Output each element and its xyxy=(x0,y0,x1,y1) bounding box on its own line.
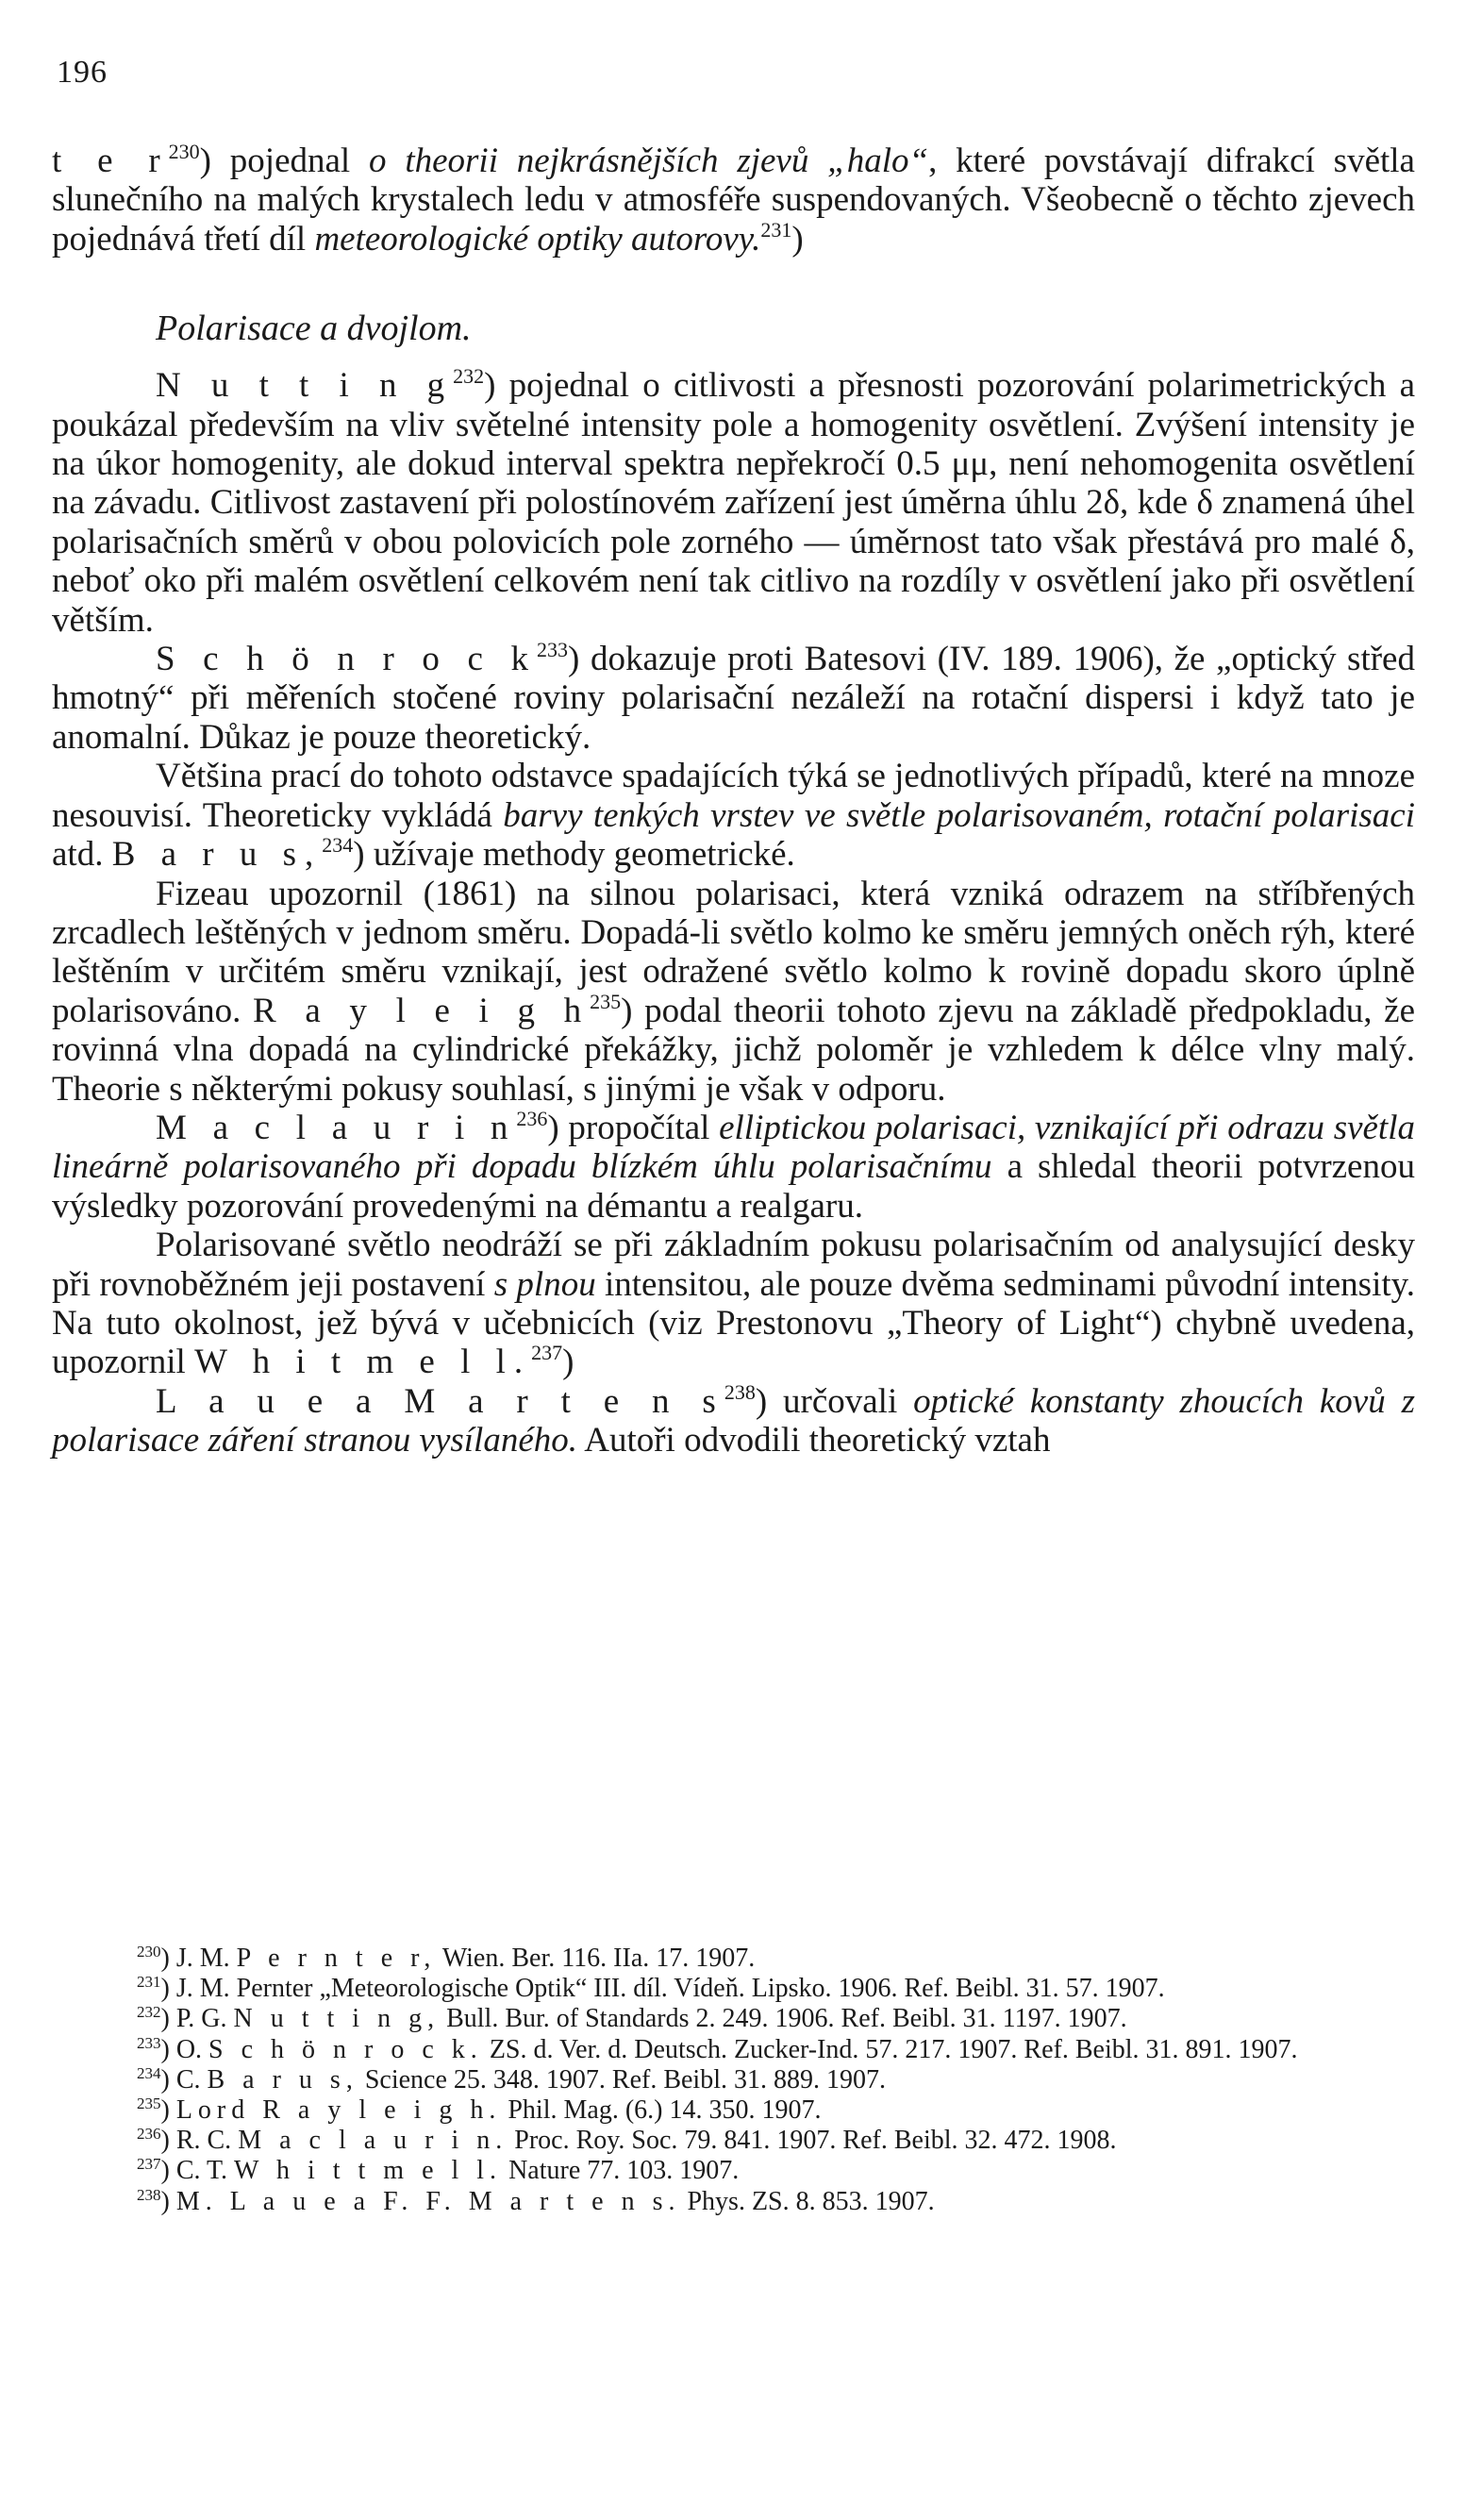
author-name: N u t t i n g xyxy=(156,366,454,406)
footnote-number: 233 xyxy=(137,2033,161,2052)
footnote-number: 238 xyxy=(137,2185,161,2204)
footnote-237 xyxy=(52,2156,1415,2186)
paragraph-text: Fizeau upozornil (1861) na silnou polarisaci, která vzniká odrazem na stříbřených zrcadlech leštěných v jednom směru. Dopadá-li světlo kolmo ke směru jemných oněch rýh, které leštěním v určitém směru vznikají, jest odražené světlo kolmo k rovině dopadu skoro úplně polarisováno. xyxy=(52,874,1415,1030)
body-text xyxy=(52,142,1415,1460)
footnote-ref: 233 xyxy=(537,638,569,662)
footnote-text: ) O. xyxy=(160,2034,209,2064)
author-name: R a y l e i g h xyxy=(253,991,591,1030)
author-name: Lord R a y l e i g h. xyxy=(175,2095,502,2126)
footnote-231 xyxy=(52,1974,1415,2004)
footnote-text: ) C. xyxy=(160,2064,208,2094)
paragraph-pernter xyxy=(52,142,1415,259)
author-name: L a u e a M a r t e n s xyxy=(156,1381,724,1421)
paragraph-text: Většina prací do tohoto odstavce spadajících týká se jednotlivých případů, které na mnoze nesouvisí. Theoreticky vykládá xyxy=(52,757,1415,835)
footnote-number: 234 xyxy=(137,2063,161,2082)
footnote-235 xyxy=(52,2095,1415,2126)
paragraph-text: ) určovali xyxy=(755,1381,914,1421)
paragraph-schonrock xyxy=(52,640,1415,757)
paragraph-text: Autoři odvodili theoretický vztah xyxy=(577,1421,1051,1460)
paragraph-text: ) propočítal xyxy=(547,1108,720,1147)
footnote-text: Phil. Mag. (6.) 14. 350. 1907. xyxy=(501,2095,822,2126)
paragraph-text: ) xyxy=(791,219,804,259)
footnote-number: 235 xyxy=(137,2094,161,2113)
paragraph-text: ) užívaje methody geometrické. xyxy=(353,835,795,875)
paragraph-nutting xyxy=(52,366,1415,640)
author-name: B a r u s, xyxy=(111,835,323,875)
emphasis-text: o theorii nejkrásnějších zjevů „halo“ xyxy=(369,142,929,180)
paragraph-maclaurin xyxy=(52,1106,1415,1226)
footnote-text: ) J. M. xyxy=(160,1944,237,1973)
author-name: W h i t t m e l l. xyxy=(234,2156,503,2186)
footnote-text: ) R. C. xyxy=(160,2126,239,2156)
paragraph-text: Polarisované světlo neodráží se při základním pokusu polarisačním od analysující desky při rovnoběžném jeji postavení xyxy=(52,1226,1415,1304)
emphasis-text: elliptickou polarisaci, vznikající při odrazu světla lineárně polarisovaného při dopadu blízkém úhlu polarisačnímu xyxy=(52,1108,1415,1187)
paragraph-whitmell xyxy=(52,1226,1415,1382)
footnote-ref: 232 xyxy=(453,364,485,389)
author-name: P e r n t e r, xyxy=(236,1944,437,1973)
paragraph-text: , které povstávají difrakcí světla slunečního na malých krystalech ledu v atmosféře suspendovaných. Všeobecně o těchto zjevech pojednává třetí díl xyxy=(52,142,1415,259)
footnote-text: Proc. Roy. Soc. 79. 841. 1907. Ref. Beibl. 32. 472. 1908. xyxy=(508,2126,1117,2156)
author-name: W h i t m e l l. xyxy=(194,1343,532,1382)
footnote-text: ) J. M. Pernter „Meteorologische Optik“ III. díl. Vídeň. Lipsko. 1906. Ref. Beibl. 31. 57. 1907. xyxy=(160,1974,1165,2004)
page-number: 196 xyxy=(57,55,108,90)
footnote-text: Wien. Ber. 116. IIa. 17. 1907. xyxy=(436,1944,756,1973)
author-name: M a c l a u r i n. xyxy=(238,2126,508,2156)
author-name: S c h ö n r o c k. xyxy=(208,2034,483,2064)
footnote-text: ) xyxy=(160,2186,176,2216)
footnote-234 xyxy=(52,2065,1415,2095)
section-heading: Polarisace a dvojlom. xyxy=(156,309,472,349)
emphasis-text: meteorologické optiky autorovy. xyxy=(314,219,761,259)
footnote-ref: 237 xyxy=(531,1341,563,1365)
author-name: M a c l a u r i n xyxy=(156,1108,517,1147)
footnote-text: Phys. ZS. 8. 853. 1907. xyxy=(680,2186,935,2216)
paragraph-laue-martens xyxy=(52,1379,1416,1460)
footnote-ref: 235 xyxy=(590,989,622,1013)
paragraph-text: ) podal theorii tohoto zjevu na základě předpokladu, že rovinná vlna dopadá na cylindrické překážky, jichž poloměr je vzhledem k délce vlny malý. Theorie s některými pokusy souhlasí, s jinými je však v odporu. xyxy=(52,991,1415,1109)
paragraph-rayleigh xyxy=(52,875,1415,1109)
footnote-238 xyxy=(52,2187,1415,2217)
author-name: S c h ö n r o c k xyxy=(156,640,538,679)
footnote-236 xyxy=(52,2126,1415,2156)
footnote-text: ) P. G. xyxy=(160,2004,234,2034)
author-name: N u t t i n g, xyxy=(233,2004,441,2034)
author-name: M. L a u e a F. F. M a r t e n s. xyxy=(175,2186,681,2216)
footnote-ref: 234 xyxy=(322,833,354,858)
footnote-ref: 231 xyxy=(760,217,792,242)
paragraph-text: ) pojednal xyxy=(199,142,370,180)
footnote-ref: 230 xyxy=(168,140,200,163)
paragraph-text: ) dokazuje proti Batesovi (IV. 189. 1906), že „optický střed hmotný“ při měřeních stočené roviny polarisační nezáleží na rotační dispersi i když tato je anomalní. Důkaz je pouze theoretický. xyxy=(52,640,1415,757)
paragraph-text: intensitou, ale pouze dvěma sedminami původní intensity. Na tuto okolnost, jež bývá v učebnicích (viz Prestonovu „Theory of Light“) chybně uvedena, upozornil xyxy=(52,1264,1415,1382)
footnote-text: ) xyxy=(160,2095,176,2126)
author-name: t e r xyxy=(52,142,169,180)
footnote-number: 230 xyxy=(137,1943,161,1961)
paragraph-text: a shledal theorii potvrzenou výsledky pozorování provedenými na démantu a realgaru. xyxy=(52,1147,1415,1226)
footnote-232 xyxy=(52,2004,1415,2034)
paragraph-barus xyxy=(52,757,1415,874)
author-name: B a r u s, xyxy=(207,2064,358,2094)
paragraph-text: atd. xyxy=(52,835,112,875)
emphasis-text: optické konstanty zhoucích kovů z polarisace záření stranou vysílaného. xyxy=(52,1381,1416,1460)
footnote-text: ) C. T. xyxy=(160,2156,235,2186)
footnote-ref: 236 xyxy=(516,1106,548,1130)
footnote-233 xyxy=(52,2035,1415,2065)
footnote-ref: 238 xyxy=(724,1379,756,1404)
paragraph-text: ) pojednal o citlivosti a přesnosti pozorování polarimetrických a poukázal především na vliv světelné intensity pole a homogenity osvětlení. Zvýšení intensity je na úkor homogenity, ale dokud interval spektra nepřekročí 0.5 μμ, není nehomogenita osvětlení na závadu. Citlivost zastavení při polostínovém zařízení jest úměrna úhlu 2δ, kde δ znamená úhel polarisačních směrů v obou polovicích pole zorného — úměrnost tato však přestává pro malé δ, neboť oko při malém osvětlení celkovém není tak citlivo na rozdíly v osvětlení jako při osvětlení větším. xyxy=(52,366,1415,640)
footnotes xyxy=(52,1944,1415,2217)
emphasis-text: barvy tenkých vrstev ve světle polarisovaném, rotační polarisaci xyxy=(503,795,1415,835)
emphasis-text: s plnou xyxy=(493,1264,596,1304)
footnote-number: 236 xyxy=(137,2125,161,2144)
footnote-number: 237 xyxy=(137,2155,161,2174)
footnote-230 xyxy=(52,1944,1415,1974)
paragraph-text: ) xyxy=(562,1343,574,1382)
footnote-number: 231 xyxy=(137,1973,161,1992)
footnote-number: 232 xyxy=(137,2003,161,2022)
footnote-text: Nature 77. 103. 1907. xyxy=(502,2156,740,2186)
footnote-text: ZS. d. Ver. d. Deutsch. Zucker-Ind. 57. 217. 1907. Ref. Beibl. 31. 891. 1907. xyxy=(482,2034,1298,2064)
footnote-text: Bull. Bur. of Standards 2. 249. 1906. Ref. Beibl. 31. 1197. 1907. xyxy=(440,2004,1127,2034)
footnote-text: Science 25. 348. 1907. Ref. Beibl. 31. 889. 1907. xyxy=(358,2064,886,2094)
